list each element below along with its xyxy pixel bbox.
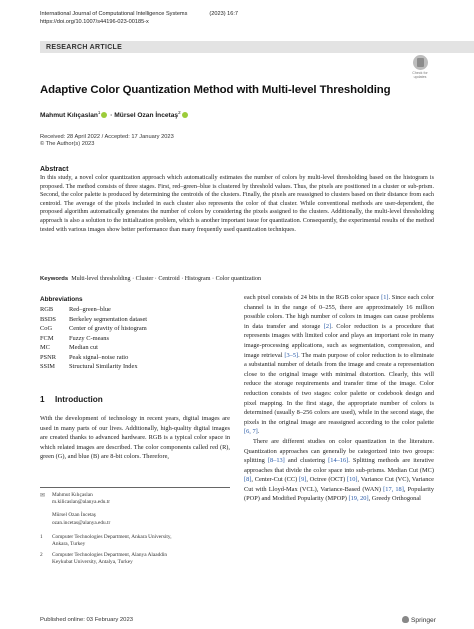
abbreviation-expansion: Berkeley segmentation dataset — [69, 315, 148, 323]
journal-name: International Journal of Computational Intelligence Systems — [40, 11, 188, 17]
affiliation-line: Keykubat University, Antalya, Turkey — [52, 559, 133, 566]
affiliation-number: 2 — [40, 552, 43, 558]
intro-paragraph — [244, 437, 434, 504]
affiliation-number: 1 — [40, 534, 43, 540]
abbreviation-expansion: Center of gravity of histogram — [69, 325, 147, 333]
body-text: and clustering — [284, 457, 329, 465]
abstract-text: In this study, a novel color quantization approach which automatically estimates the number of colors by multi-level thresholding based on the histogram is proposed. The method consists of three stages. First, red–green–blue is clustered by threshold values. Thus, the pixels are positioned in a cluster or sub-prism. Second, the color palette is produced by determining the centroids of the clusters. Finally, the pixels are reassigned to clusters based on their distance from each centroid. The average of the pixels included in each cluster also represents the color of that cluster. While conventional methods are user-dependent, the proposed algorithm automatically generates the number of colors by considering the pixels assigned to the clusters. Additionally, the multi-level thresholding approach is also a solution to the initialization problem, which is another important issue for quantization. Consequently, the experimental results of the method tested with various images show better performance than many frequently used quantization techniques. — [40, 175, 434, 233]
journal-header — [40, 11, 238, 17]
author-list — [40, 110, 189, 119]
affiliation-2 — [52, 552, 167, 566]
abbreviation: PSNR — [40, 353, 56, 361]
email-link[interactable]: ozan.incetas@alanya.edu.tr — [52, 519, 111, 526]
affiliation-line: Computer Technologies Department, Ankara University, — [52, 534, 172, 540]
abbreviation-expansion: Red–green–blue — [69, 306, 111, 313]
corresponding-emails — [52, 492, 110, 527]
citation-link[interactable]: [8–13] — [267, 457, 285, 465]
citation-link[interactable]: [8] — [244, 476, 252, 484]
body-text: . Color reduction is a procedure that represents images with limited color and plays an important role in many image-processing applications, such as segmentation, compression, and image retrieval — [244, 322, 435, 359]
section-number: 1 — [40, 395, 45, 404]
email-author-name: Mahmut Kılıçaslan — [52, 492, 93, 498]
table-row — [40, 315, 147, 325]
body-text: . Since each color channel is in the range of 0–255, there are approximately 16 million possible colors. The high number of colors in images can cause problems in data transfer and storage — [244, 294, 435, 330]
email-author-name: Mürsel Ozan İncetaş — [52, 512, 96, 519]
table-row — [40, 353, 147, 363]
author-name[interactable]: Mahmut Kılıçaslan — [40, 112, 98, 120]
check-for-updates-badge[interactable] — [407, 55, 433, 79]
section-title: Introduction — [55, 395, 103, 404]
affiliation-marker: 1 — [97, 110, 101, 115]
citation-link[interactable]: [3–5] — [284, 351, 299, 359]
footnote-divider — [40, 487, 230, 488]
intro-paragraph — [244, 293, 434, 437]
body-text: . The main purpose of color reduction is to eliminate a substantial number of details from the image and create a representation close to the original image with minimal distortion. Clearly, this will reduce the storage requirements and transfer time of the image. Color reduction consists of two stages: color palette or codebook design and pixel mapping. In the first stage, the appropriate number of colors is determined (usually 8–256 colors are used), while in the second stage, the pixels in the original image are reassigned according to the color palette — [244, 351, 434, 426]
abbreviation: CoG — [40, 325, 53, 333]
doi-link[interactable]: https://doi.org/10.1007/s44196-023-00185-x — [40, 19, 149, 25]
check-updates-icon — [413, 55, 428, 70]
body-text: . — [257, 428, 260, 436]
abbreviation-expansion: Structural Similarity Index — [69, 363, 138, 371]
intro-column-right — [244, 293, 434, 504]
abbreviation: BSDS — [40, 315, 56, 323]
body-text: There are different studies on color quantization in the literature. Quantization approaches can generally be categorized into two groups: splitting — [244, 437, 434, 465]
springer-horse-icon — [402, 616, 409, 623]
paper-title: Adaptive Color Quantization Method with Multi-level Thresholding — [40, 84, 391, 96]
body-text: , Variance Cut (VC), Variance Cut with Lloyd-Max (VCL), Variance-Based (WAN) — [244, 476, 434, 493]
citation-link[interactable]: [17, 18] — [383, 485, 404, 493]
keywords-label: Keywords — [40, 276, 69, 282]
table-row — [40, 343, 147, 353]
check-updates-label: Check for updates — [412, 71, 428, 79]
table-row — [40, 362, 147, 372]
affiliation-line: Computer Technologies Department, Alanya Alaaddin — [52, 552, 168, 558]
keywords — [40, 276, 434, 282]
abbreviation: RGB — [40, 306, 54, 313]
table-row — [40, 334, 147, 344]
author-separator: · — [108, 112, 115, 120]
citation-link[interactable]: [19, 20] — [348, 495, 369, 503]
abbreviations-table — [40, 305, 147, 372]
body-text: , Octree (OCT) — [306, 476, 347, 484]
body-text: , Popularity (POP) and Modified Popularity (MPOP) — [244, 485, 435, 503]
abbreviation-expansion: Peak signal–noise ratio — [69, 353, 129, 361]
affiliation-1 — [52, 534, 172, 548]
body-text: each pixel consists of 24 bits in the RGB color space — [244, 294, 382, 301]
body-text: . Splitting methods are iterative approaches that divide the color space into sub-prisms. Median Cut (MC) — [244, 457, 434, 474]
abbreviation-expansion: Fuzzy C-means — [69, 334, 109, 342]
keywords-list: Multi-level thresholding · Cluster · Centroid · Histogram · Color quantization — [71, 276, 262, 282]
orcid-icon[interactable] — [182, 112, 188, 118]
body-text: , Center-Cut (CC) — [251, 476, 299, 484]
citation-link[interactable]: [1] — [381, 294, 389, 301]
citation-link[interactable]: [14–16] — [328, 457, 349, 465]
email-link[interactable]: m.kilicaslan@alanya.edu.tr — [52, 499, 110, 506]
orcid-icon[interactable] — [101, 112, 107, 118]
citation-link[interactable]: [10] — [346, 476, 358, 484]
body-text: , Greedy Orthogonal — [368, 495, 421, 503]
intro-paragraph-left: With the development of technology in recent years, digital images are used in many parts of our lives. Additionally, high-quality digital images are created thanks to advanced hardware. RGB is a typical color space in which related images are described. The color components called red (R), green (G), and blue (B) are 8-bit colors. Therefore, — [40, 415, 230, 461]
publisher-name: Springer — [411, 617, 436, 624]
journal-volume: (2023) 16:7 — [209, 11, 239, 17]
citation-link[interactable]: [2] — [323, 322, 332, 330]
published-online-date: Published online: 03 February 2023 — [40, 617, 134, 623]
publisher-logo — [402, 616, 436, 624]
abbreviation: FCM — [40, 334, 54, 342]
table-row — [40, 305, 147, 315]
abstract-heading: Abstract — [40, 166, 69, 173]
affiliation-marker: 2 — [178, 110, 181, 115]
envelope-icon: ✉ — [40, 493, 46, 499]
abbreviation: SSIM — [40, 363, 55, 371]
author-name[interactable]: Mürsel Ozan İncetaş — [114, 112, 179, 120]
table-row — [40, 324, 147, 334]
abbreviation: MC — [40, 344, 50, 352]
affiliation-line: Ankara, Turkey — [52, 541, 86, 548]
abbreviation-expansion: Median cut — [69, 344, 98, 352]
received-accepted-dates: Received: 28 April 2022 / Accepted: 17 January 2023 — [40, 134, 174, 140]
citation-link[interactable]: [9] — [298, 476, 307, 484]
copyright-notice: © The Author(s) 2023 — [40, 141, 95, 147]
article-type: RESEARCH ARTICLE — [46, 43, 123, 51]
citation-link[interactable]: [6, 7] — [244, 428, 258, 436]
abbreviations-heading: Abbreviations — [40, 296, 83, 303]
section-heading-introduction — [40, 395, 103, 404]
